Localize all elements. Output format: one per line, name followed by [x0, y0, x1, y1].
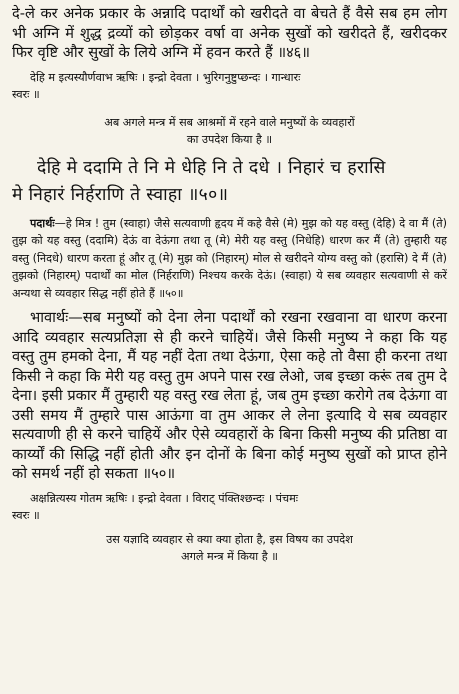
subject-intro	[12, 114, 447, 149]
next-mantra-metadata-line-1: अक्षन्नित्यस्य गोतम ऋषिः । इन्द्रो देवता । विराट् पंक्तिश्छन्दः । पंचमः	[30, 491, 299, 505]
subject-intro-line-2: का उपदेश किया है ॥	[186, 133, 273, 146]
bhavartha-label: भावार्थः	[30, 309, 69, 326]
mantra-line-1: देहि मे ददामि ते नि मे धेहि नि ते दधे । निहारं च हरासि	[37, 157, 386, 178]
subject-intro-line-1: अब अगले मन्त्र में सब आश्रमों में रहने वाले मनुष्यों के व्यवहारों	[104, 115, 355, 129]
mantra-metadata-line-2: स्वरः ॥	[12, 88, 40, 101]
padartha-text: —हे मित्र ! तुम (स्वाहा) जैसे सत्यवाणी हृदय में कहे वैसे (मे) मुझ को यह वस्तु (देहि) दे वा मैं (ते) तुझ को यह वस्तु (ददामि) देऊं वा देऊंगा तथा तू (मे) मेरी यह वस्तु (निधेहि) धारण कर मैं (ते) तुम्हारी यह वस्तु (निदधे) धारण करता हूं और तू (मे) मुझ को (निहारम्) मोल से खरीदने योग्य वस्तु को (हरासि) दे मैं (ते) तुझको (निहारम्) पदार्थों का मोल (निर्हराणि) निश्चय करके देऊं। (स्वाहा) ये सब व्यवहार सत्यवाणी से करें अन्यथा से व्यवहार सिद्ध नहीं होते हैं ॥५०॥	[12, 216, 447, 300]
next-subject-intro-line-1: उस यज्ञादि व्यवहार से क्या क्या होता है, इस विषय का उपदेश	[106, 532, 353, 546]
intro-paragraph: दे-ले कर अनेक प्रकार के अन्नादि पदार्थों को खरीदते वा बेचते हैं वैसे सब हम लोग भी अग्नि में शुद्ध द्रव्यों को छोड़कर वर्षा वा अनेक सुखों को खरीदते हैं, खरीदकर फिर वृष्टि और सुखों के लिये अग्नि में हवन करते हैं ॥४६॥	[12, 5, 447, 61]
padartha-label: पदार्थः	[30, 216, 55, 230]
next-mantra-metadata-line-2: स्वरः ॥	[12, 509, 40, 522]
mantra-verse	[12, 155, 447, 209]
next-mantra-metadata	[12, 490, 447, 525]
mantra-metadata-line-1: देहि म इत्यस्यौर्णवाभ ऋषिः । इन्द्रो देवता । भुरिगनुष्टुप्छन्दः । गान्धारः	[30, 70, 301, 84]
bhavartha-paragraph	[12, 308, 447, 484]
mantra-metadata	[12, 69, 447, 104]
next-subject-intro	[12, 531, 447, 566]
padartha-paragraph	[12, 215, 447, 303]
mantra-line-2: मे निहारं निर्हराणि ते स्वाहा ॥५०॥	[12, 184, 229, 205]
bhavartha-text: —सब मनुष्यों को देना लेना पदार्थों को रखना रखवाना वा धारण करना आदि व्यवहार सत्यप्रतिज्ञा से ही करने चाहियें। जैसे किसी मनुष्य ने कहा कि यह वस्तु तुम हमको देना, मैं यह नहीं देता तथा देऊंगा, ऐसा कहे तो वैसा ही करना तथा किसी ने कहा कि मेरी यह वस्तु तुम अपने पास रख लेओ, जब इच्छा करूं तब तुम दे देना। इसी प्रकार मैं तुम्हारी यह वस्तु रख लेता हूं, जब तुम इच्छा करोगे तब देऊंगा वा उसी समय मैं तुम्हारे पास आऊंगा वा तुम आकर ले लेना इत्यादि ये सब व्यवहार सत्यवाणी ही से करने चाहियें और ऐसे व्यवहारों के बिना किसी मनुष्य की प्रतिष्ठा वा कार्य्यों की सिद्धि नहीं होती और इन दोनों के बिना कोई मनुष्य सुखों को प्राप्त होने को समर्थ नहीं हो सकता ॥५०॥	[12, 309, 447, 482]
next-subject-intro-line-2: अगले मन्त्र में किया है ॥	[181, 550, 278, 563]
